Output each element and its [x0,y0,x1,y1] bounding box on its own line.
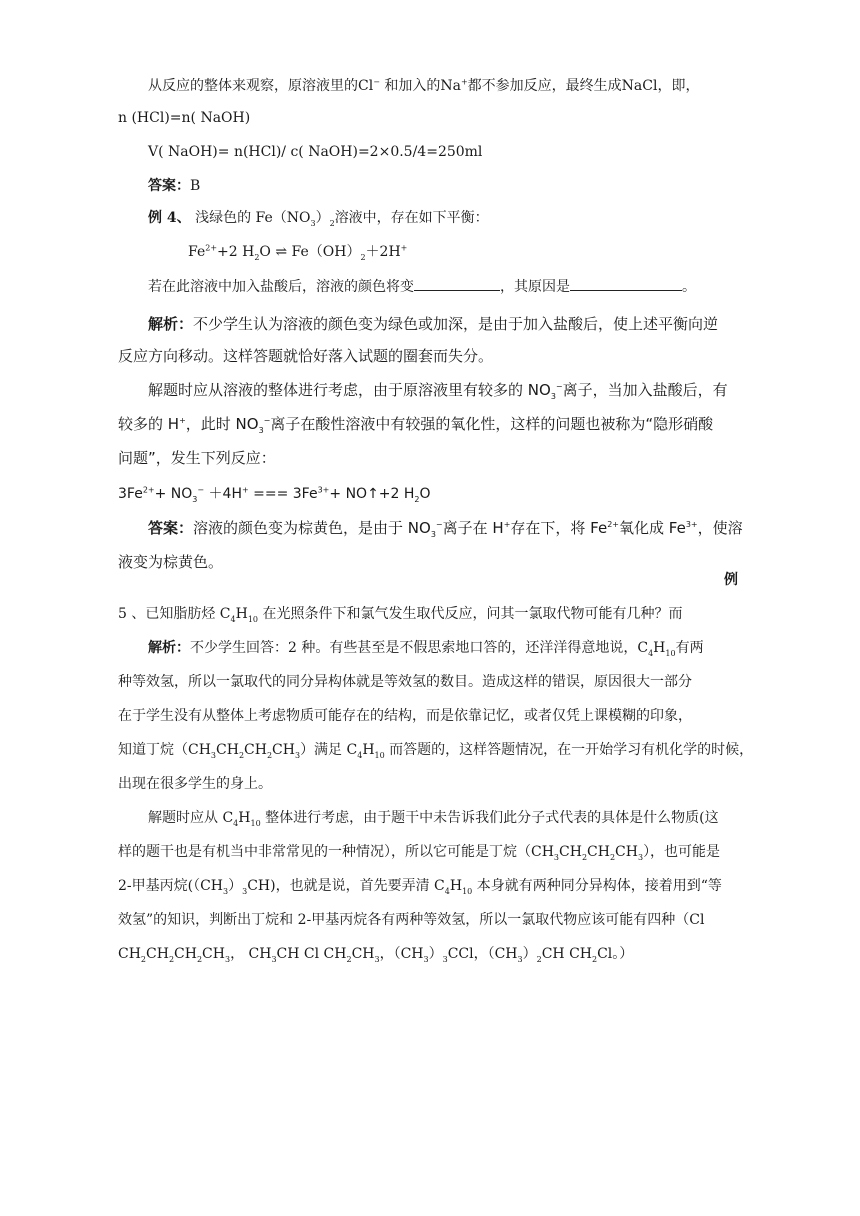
paragraph-line: n (HCl)=n( NaOH) [118,110,251,126]
analysis-line: 出现在很多学生的身上。 [118,776,272,792]
analysis-label: 解析： [148,640,190,656]
analysis-line: 解题时应从溶液的整体进行考虑，由于原溶液里有较多的 $NO_3^-$离子，当加入盐酸后，有 [148,381,728,401]
formula-line: V( NaOH)= n(HCl)/ c( NaOH)=2×0.5/4=250ml [148,144,483,160]
analysis-line: 效氢”的知识，判断出丁烷和 2-甲基丙烷各有两种等效氢，所以一氯取代物应该可能有四种（Cl [118,912,705,928]
answer-label: 答案： [148,519,194,537]
answer-label: 答案： [148,178,190,194]
answer-line: 答案：溶液的颜色变为棕黄色，是由于 $NO_3^-$离子在 H+存在下，将 $Fe^{2+}$氧化成 $Fe^{3+}$，使溶 [148,519,743,539]
answer-value: B [190,178,201,194]
analysis-line: 解析：不少学生回答：2 种。有些甚至是不假思索地口答的，还洋洋得意地说，$C_4H_{10}$有两 [148,640,704,658]
example-question: 例 4、 浅绿色的 $Fe(NO_3)_2$溶液中，存在如下平衡： [148,210,489,228]
example-question: 5 、已知脂肪烃 $C_4H_{10}$ 在光照条件下和氯气发生取代反应，问其一氯取代物可能有几种？而 [118,606,683,624]
question-line: 若在此溶液中加入盐酸后，溶液的颜色将变 ，其原因是 。 [148,276,696,297]
analysis-line: 种等效氢，所以一氯取代的同分异构体就是等效氢的数目。造成这样的错误，原因很大一部分 [118,674,692,690]
answer-blank [570,276,682,291]
analysis-line: 问题”，发生下列反应： [118,449,276,467]
answer-line: 液变为棕黄色。 [118,553,224,571]
answer-line [148,176,200,196]
analysis-line: 样的题干也是有机当中非常常见的一种情况），所以它可能是丁烷$(CH_3CH_2CH_2CH_3)$，也可能是 [118,844,721,862]
analysis-line: 反应方向移动。这样答题就恰好落入试题的圈套而失分。 [118,347,494,365]
analysis-line: $CH_2CH_2CH_2CH_3$， $CH_3CH$ Cl $CH_2CH_3$，$(CH_3)_3CCl$，$(CH_3)_2CH$ $CH_2Cl$。） [118,946,634,964]
analysis-line: 较多的 H+，此时 $NO_3^-$离子在酸性溶液中有较强的氧化性，这样的问题也被称为“隐形硝酸 [118,415,714,435]
paragraph-line: 从反应的整体来观察，原溶液里的Cl− 和加入的Na+都不参加反应，最终生成NaCl，即， [148,77,700,94]
analysis-line: 知道丁烷$(CH_3CH_2CH_2CH_3)$满足 $C_4H_{10}$ 而答题的，这样答题情况，在一开始学习有机化学的时候， [118,742,754,760]
reaction-equation: $3Fe^{2+}+ NO_3^- +4H^+$ === $3Fe^{3+}+$ NO↑+2 $H_2O$ [118,485,431,504]
analysis-line: 在于学生没有从整体上考虑物质可能存在的结构，而是依靠记忆，或者仅凭上课模糊的印象， [118,708,692,724]
example-label: 例 [724,572,738,588]
analysis-line: 解题时应从 $C_4H_{10}$ 整体进行考虑，由于题干中未告诉我们此分子式代表的具体是什么物质(这 [148,810,719,828]
analysis-line: 2-甲基丙烷$((CH_3)_3CH)$，也就是说，首先要弄清 $C_4H_{10}$ 本身就有两种同分异构体，接着用到“等 [118,878,722,896]
example-label: 例 4、 [148,210,191,226]
analysis-line: 解析：不少学生认为溶液的颜色变为绿色或加深，是由于加入盐酸后，使上述平衡向逆 [148,315,719,333]
answer-blank [414,276,500,291]
equilibrium-equation: $Fe^{2+}+2$ $H_2O$ ⇌ $Fe(OH)_2+2H^+$ [188,243,408,262]
analysis-label: 解析： [148,315,194,333]
